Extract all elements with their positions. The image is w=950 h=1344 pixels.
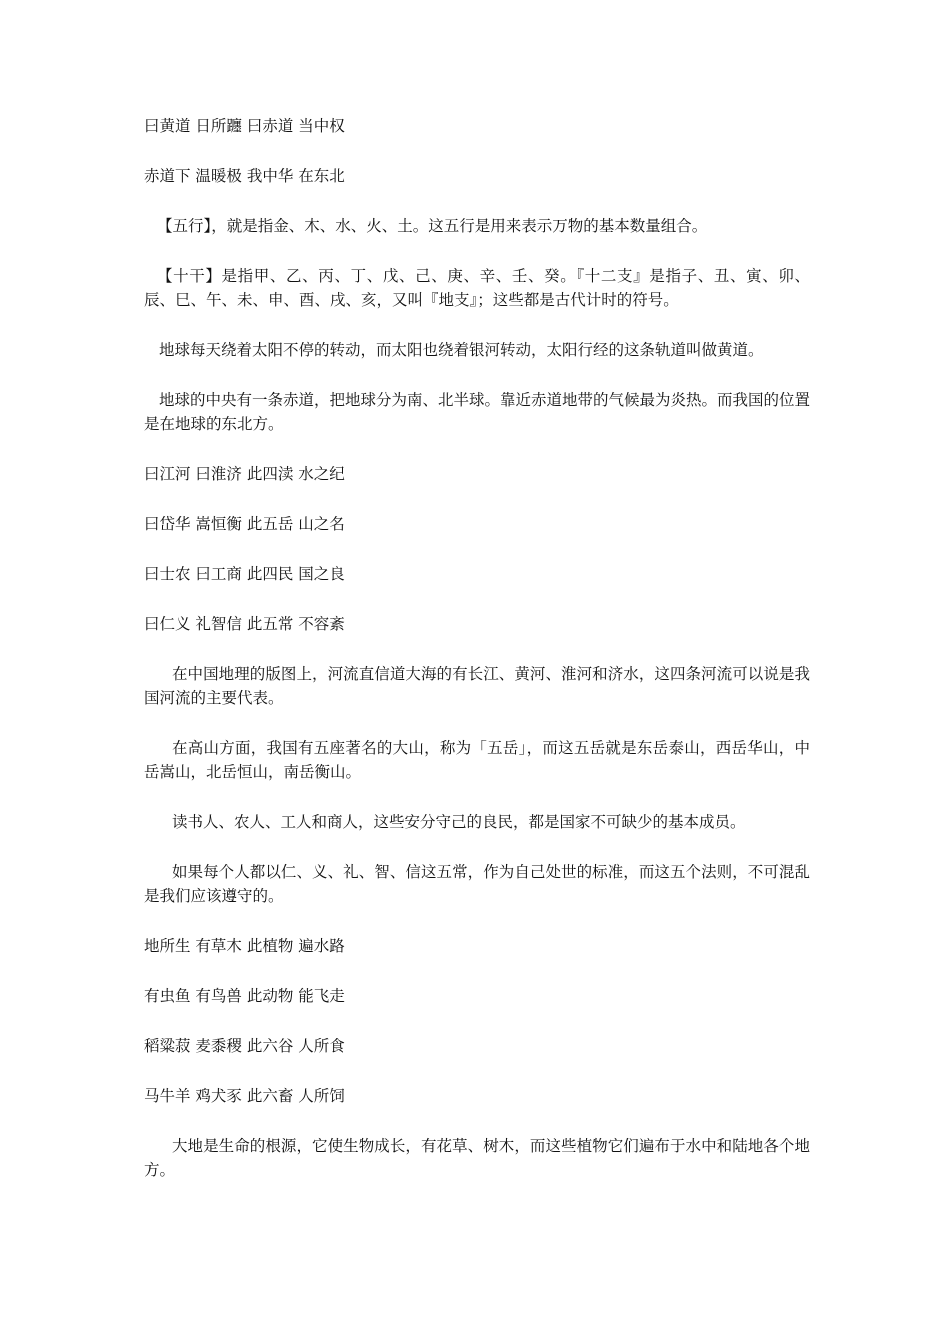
verse-line: 马牛羊 鸡犬豕 此六畜 人所饲 xyxy=(144,1087,345,1105)
paragraph: 地球的中央有一条赤道，把地球分为南、北半球。靠近赤道地带的气候最为炎热。而我国的位置是在地球的东北方。 xyxy=(144,391,811,433)
paragraph: 大地是生命的根源，它使生物成长，有花草、树木，而这些植物它们遍布于水中和陆地各个地方。 xyxy=(144,1137,810,1179)
verse-line: 曰岱华 嵩恒衡 此五岳 山之名 xyxy=(144,515,345,533)
verse-line: 曰仁义 礼智信 此五常 不容紊 xyxy=(144,615,345,633)
verse-line: 赤道下 温暖极 我中华 在东北 xyxy=(144,167,345,185)
paragraph: 读书人、农人、工人和商人，这些安分守己的良民，都是国家不可缺少的基本成员。 xyxy=(172,813,746,831)
paragraph: 如果每个人都以仁、义、礼、智、信这五常，作为自己处世的标准，而这五个法则，不可混乱是我们应该遵守的。 xyxy=(144,863,810,905)
paragraph: 在中国地理的版图上，河流直信道大海的有长江、黄河、淮河和济水，这四条河流可以说是我国河流的主要代表。 xyxy=(144,665,810,707)
verse-line: 有虫鱼 有鸟兽 此动物 能飞走 xyxy=(144,987,345,1005)
paragraph: 【五行】，就是指金、木、水、火、土。这五行是用来表示万物的基本数量组合。 xyxy=(157,217,708,235)
verse-line: 曰士农 曰工商 此四民 国之良 xyxy=(144,565,345,583)
document-body xyxy=(144,114,810,1208)
paragraph: 地球每天绕着太阳不停的转动，而太阳也绕着银河转动，太阳行经的这条轨道叫做黄道。 xyxy=(159,341,764,359)
verse-line: 地所生 有草木 此植物 遍水路 xyxy=(144,937,345,955)
verse-line: 曰黄道 日所躔 曰赤道 当中权 xyxy=(144,117,345,135)
paragraph: 在高山方面，我国有五座著名的大山，称为「五岳」，而这五岳就是东岳泰山，西岳华山，中岳嵩山，北岳恒山，南岳衡山。 xyxy=(144,739,810,781)
verse-line: 稻粱菽 麦黍稷 此六谷 人所食 xyxy=(144,1037,345,1055)
paragraph: 【十干】是指甲、乙、丙、丁、戊、己、庚、辛、壬、癸。『十二支』是指子、丑、寅、卯、辰、巳、午、未、申、酉、戌、亥，又叫『地支』；这些都是古代计时的符号。 xyxy=(144,267,810,309)
verse-line: 曰江河 曰淮济 此四渎 水之纪 xyxy=(144,465,345,483)
